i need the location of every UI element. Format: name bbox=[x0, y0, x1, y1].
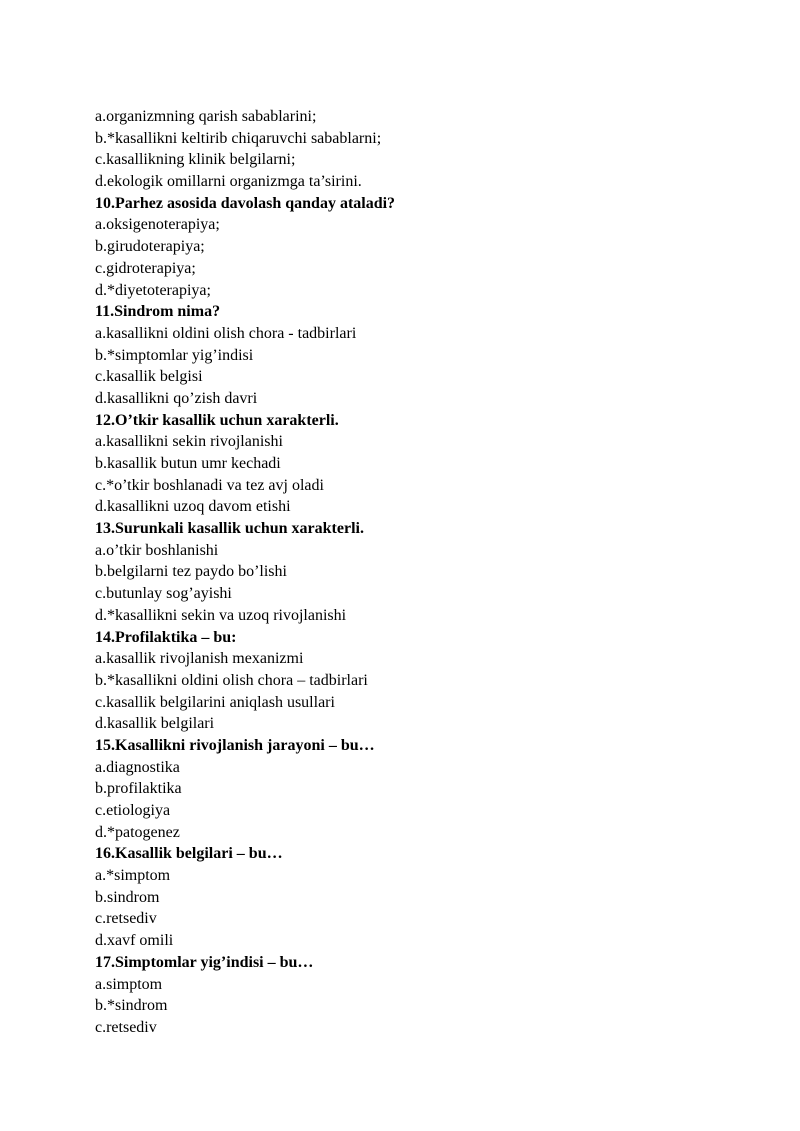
answer-option: b.*sindrom bbox=[95, 997, 168, 1015]
question-heading: 13.Surunkali kasallik uchun xarakterli. bbox=[95, 520, 364, 538]
answer-option: d.*kasallikni sekin va uzoq rivojlanishi bbox=[95, 606, 347, 624]
answer-option: b.girudoterapiya; bbox=[95, 238, 205, 256]
answer-option: b.*simptomlar yig’indisi bbox=[95, 346, 254, 364]
answer-option: b.profilaktika bbox=[95, 780, 182, 798]
answer-option: a.oksigenoterapiya; bbox=[95, 216, 220, 234]
answer-option: d.kasallikni uzoq davom etishi bbox=[95, 498, 291, 516]
question-heading: 12.O’tkir kasallik uchun xarakterli. bbox=[95, 411, 339, 429]
answer-option: c.kasallik belgisi bbox=[95, 368, 203, 386]
answer-option: a.kasallikni oldini olish chora - tadbirlari bbox=[95, 324, 357, 342]
question-heading: 17.Simptomlar yig’indisi – bu… bbox=[95, 953, 314, 971]
answer-option: b.*kasallikni keltirib chiqaruvchi sabablarni; bbox=[95, 129, 382, 147]
answer-option: a.kasallik rivojlanish mexanizmi bbox=[95, 650, 304, 668]
answer-option: a.*simptom bbox=[95, 867, 171, 885]
answer-option: a.simptom bbox=[95, 975, 163, 993]
answer-option: c.gidroterapiya; bbox=[95, 259, 196, 277]
question-heading: 15.Kasallikni rivojlanish jarayoni – bu… bbox=[95, 736, 375, 754]
answer-option: c.retsediv bbox=[95, 910, 157, 928]
question-heading: 16.Kasallik belgilari – bu… bbox=[95, 845, 283, 863]
question-heading: 10.Parhez asosida davolash qanday ataladi? bbox=[95, 194, 396, 212]
answer-option: c.kasallikning klinik belgilarni; bbox=[95, 151, 296, 169]
answer-option: b.sindrom bbox=[95, 888, 160, 906]
answer-option: a.diagnostika bbox=[95, 758, 180, 776]
answer-option: c.kasallik belgilarini aniqlash usullari bbox=[95, 693, 335, 711]
answer-option: a.o’tkir boshlanishi bbox=[95, 541, 219, 559]
answer-option: c.etiologiya bbox=[95, 802, 171, 819]
document-page bbox=[95, 106, 775, 1039]
question-heading: 14.Profilaktika – bu: bbox=[95, 628, 237, 646]
answer-option: d.kasallik belgilari bbox=[95, 715, 215, 733]
answer-option: a.organizmning qarish sabablarini; bbox=[95, 108, 317, 125]
answer-option: a.kasallikni sekin rivojlanishi bbox=[95, 433, 283, 451]
answer-option: d.xavf omili bbox=[95, 932, 174, 950]
answer-option: b.belgilarni tez paydo bo’lishi bbox=[95, 563, 287, 581]
answer-option: c.butunlay sog’ayishi bbox=[95, 585, 232, 603]
answer-option: c.retsediv bbox=[95, 1018, 157, 1036]
answer-option: b.kasallik butun umr kechadi bbox=[95, 455, 281, 472]
answer-option: d.*patogenez bbox=[95, 823, 180, 841]
answer-option: d.ekologik omillarni organizmga ta’sirini. bbox=[95, 173, 362, 191]
answer-option: d.*diyetoterapiya; bbox=[95, 281, 211, 299]
answer-option: b.*kasallikni oldini olish chora – tadbirlari bbox=[95, 671, 368, 689]
answer-option: c.*o’tkir boshlanadi va tez avj oladi bbox=[95, 476, 324, 494]
question-heading: 11.Sindrom nima? bbox=[95, 303, 221, 321]
answer-option: d.kasallikni qo’zish davri bbox=[95, 389, 258, 407]
